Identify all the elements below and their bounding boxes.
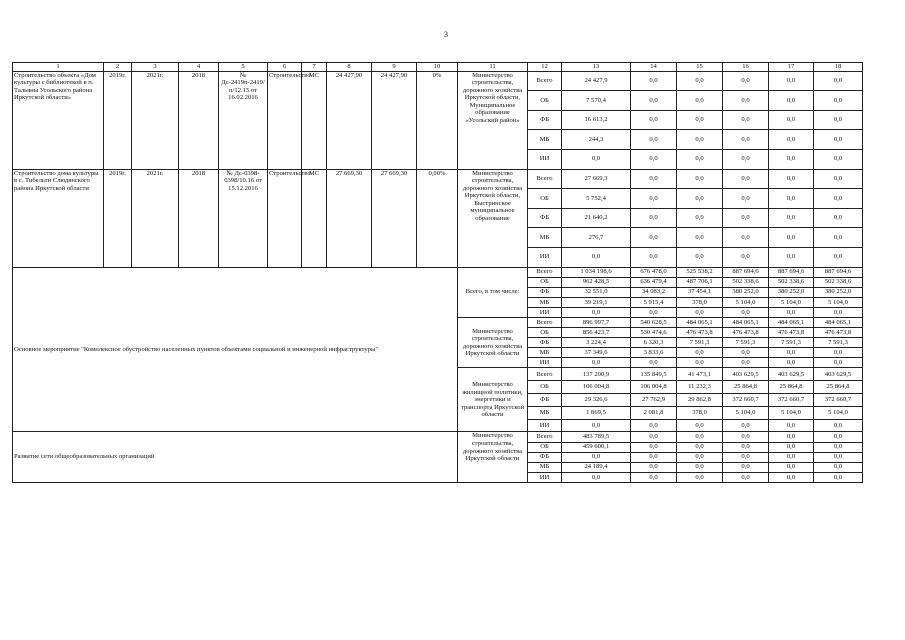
value-cell: 0,0	[631, 432, 677, 442]
source-label: ОБ	[528, 442, 562, 452]
value-cell: 5 104,0	[723, 297, 769, 307]
value-cell: 0,0	[769, 247, 814, 267]
value-cell: 0,0	[769, 189, 814, 209]
work-type: Строительство	[268, 71, 302, 169]
value-cell: 27 762,9	[631, 394, 677, 407]
value-cell: 0,0	[769, 208, 814, 228]
value-cell: 29 862,8	[677, 394, 723, 407]
value-cell: 0,0	[631, 358, 677, 368]
source-label: Всего	[528, 267, 562, 277]
source-label: ОБ	[528, 328, 562, 338]
value-cell: 0,0	[677, 432, 723, 442]
source-label: Всего	[528, 317, 562, 327]
value-cell: 0,0	[677, 462, 723, 472]
value-cell: 0,0	[769, 228, 814, 248]
value-cell: 0,0	[631, 307, 677, 317]
value-cell: 476 473,8	[677, 328, 723, 338]
value-cell: 0,0	[677, 442, 723, 452]
value-cell: 487 706,1	[677, 277, 723, 287]
value-cell: 39 219,1	[562, 297, 631, 307]
value-cell: 7 570,4	[562, 91, 631, 111]
remaining-cost: 27 669,30	[372, 169, 417, 267]
header-row	[13, 63, 863, 72]
table-row	[13, 432, 863, 442]
value-cell: 502 338,6	[814, 277, 863, 287]
column-number-header: 18	[814, 63, 863, 72]
source-label: Всего	[528, 432, 562, 442]
program-table	[12, 62, 863, 483]
object-date: 2019г.	[104, 71, 132, 169]
value-cell: 0,0	[769, 130, 814, 150]
total-label: Всего, в том числе:	[458, 267, 528, 317]
value-cell: 0,0	[814, 91, 863, 111]
value-cell: 0,0	[769, 462, 814, 472]
column-number-header: 6	[268, 63, 302, 72]
value-cell: 0,0	[723, 130, 769, 150]
value-cell: 5 104,0	[769, 406, 814, 419]
value-cell: 25 864,8	[814, 381, 863, 394]
value-cell: 0,0	[562, 452, 631, 462]
value-cell: 2 081,8	[631, 406, 677, 419]
expertise-doc: № Дс-2419п-2419/п/12.15 от 16.02.2016	[219, 71, 268, 169]
value-cell: 403 629,5	[814, 368, 863, 381]
value-cell: 244,3	[562, 130, 631, 150]
value-cell: 378,0	[677, 406, 723, 419]
value-cell: 0,0	[723, 348, 769, 358]
column-number-header: 5	[219, 63, 268, 72]
value-cell: 32 551,0	[562, 287, 631, 297]
value-cell: 0,0	[769, 452, 814, 462]
source-label: ФБ	[528, 394, 562, 407]
value-cell: 34 083,2	[631, 287, 677, 297]
value-cell: 0,0	[723, 472, 769, 482]
value-cell: 0,0	[631, 419, 677, 432]
value-cell: 0,0	[631, 91, 677, 111]
event-name: Развитие сети общеобразовательных организаций	[13, 432, 458, 482]
value-cell: 0,0	[723, 228, 769, 248]
value-cell: 24 189,4	[562, 462, 631, 472]
value-cell: 0,0	[677, 189, 723, 209]
value-cell: 0,0	[769, 348, 814, 358]
value-cell: 0,0	[769, 442, 814, 452]
column-number-header: 9	[372, 63, 417, 72]
value-cell: 5 104,0	[814, 297, 863, 307]
value-cell: 5 104,0	[723, 406, 769, 419]
value-cell: 276,7	[562, 228, 631, 248]
source-label: ФБ	[528, 452, 562, 462]
main-event-name: Основное мероприятие "Комплексное обустройство населенных пунктов объектами социальной и инженерной инфраструктуры"	[13, 267, 458, 432]
value-cell: 0,0	[723, 432, 769, 442]
value-cell: 0,0	[677, 472, 723, 482]
value-cell: 0,0	[677, 149, 723, 169]
value-cell: 0,0	[562, 419, 631, 432]
readiness-percent: 0,00%	[417, 169, 458, 267]
column-number-header: 12	[528, 63, 562, 72]
value-cell: 0,0	[677, 91, 723, 111]
value-cell: 0,0	[769, 419, 814, 432]
readiness-percent: 0%	[417, 71, 458, 169]
value-cell: 0,0	[814, 71, 863, 91]
value-cell: 0,0	[814, 208, 863, 228]
value-cell: 0,0	[723, 442, 769, 452]
value-cell: 0,0	[814, 472, 863, 482]
value-cell: 0,0	[723, 189, 769, 209]
source-label: ФБ	[528, 208, 562, 228]
value-cell: 887 694,6	[769, 267, 814, 277]
value-cell: 0,0	[677, 358, 723, 368]
remaining-cost: 24 427,90	[372, 71, 417, 169]
value-cell: 106 004,8	[562, 381, 631, 394]
value-cell: 476 473,8	[814, 328, 863, 338]
value-cell: 372 660,7	[723, 394, 769, 407]
value-cell: 0,0	[814, 149, 863, 169]
responsible-executor: Министерство строительства, дорожного хозяйства Иркутской области	[458, 317, 528, 367]
value-cell: 0,0	[814, 130, 863, 150]
object-date: 2019г.	[104, 169, 132, 267]
value-cell: 0,0	[631, 71, 677, 91]
value-cell: 0,0	[723, 247, 769, 267]
value-cell: 0,0	[631, 208, 677, 228]
value-cell: 0,0	[677, 169, 723, 189]
value-cell: 0,0	[814, 307, 863, 317]
value-cell: 5 104,0	[769, 297, 814, 307]
value-cell: 0,0	[769, 71, 814, 91]
value-cell: 0,0	[631, 189, 677, 209]
value-cell: 0,0	[677, 208, 723, 228]
value-cell: 29 326,6	[562, 394, 631, 407]
value-cell: 0,0	[814, 452, 863, 462]
value-cell: 0,0	[723, 358, 769, 368]
value-cell: 0,0	[677, 110, 723, 130]
value-cell: 0,0	[814, 432, 863, 442]
value-cell: 896 997,7	[562, 317, 631, 327]
source-label: ОБ	[528, 381, 562, 394]
object-date: 2018	[179, 71, 219, 169]
value-cell: 21 640,2	[562, 208, 631, 228]
value-cell: 380 252,0	[723, 287, 769, 297]
object-date: 2021г.	[132, 71, 179, 169]
value-cell: 0,0	[814, 169, 863, 189]
column-number-header: 7	[302, 63, 327, 72]
work-type: Строительство	[268, 169, 302, 267]
value-cell: 3 224,4	[562, 338, 631, 348]
value-cell: 0,0	[769, 110, 814, 130]
column-number-header: 17	[769, 63, 814, 72]
column-number-header: 16	[723, 63, 769, 72]
unit: МС	[302, 71, 327, 169]
value-cell: 0,0	[814, 247, 863, 267]
value-cell: 0,0	[677, 307, 723, 317]
value-cell: 0,0	[677, 419, 723, 432]
value-cell: 0,0	[677, 130, 723, 150]
value-cell: 5 915,4	[631, 297, 677, 307]
value-cell: 636 479,4	[631, 277, 677, 287]
column-number-header: 15	[677, 63, 723, 72]
value-cell: 0,0	[631, 247, 677, 267]
column-number-header: 10	[417, 63, 458, 72]
value-cell: 484 065,1	[814, 317, 863, 327]
estimated-cost: 24 427,90	[327, 71, 372, 169]
source-label: ИИ	[528, 358, 562, 368]
value-cell: 24 427,9	[562, 71, 631, 91]
source-label: МБ	[528, 348, 562, 358]
column-number-header: 8	[327, 63, 372, 72]
value-cell: 372 660,7	[769, 394, 814, 407]
value-cell: 0,0	[562, 358, 631, 368]
source-label: ОБ	[528, 189, 562, 209]
source-label: ОБ	[528, 277, 562, 287]
source-label: ФБ	[528, 110, 562, 130]
value-cell: 3 833,6	[631, 348, 677, 358]
value-cell: 5 752,4	[562, 189, 631, 209]
estimated-cost: 27 669,30	[327, 169, 372, 267]
value-cell: 0,0	[631, 452, 677, 462]
value-cell: 0,0	[769, 149, 814, 169]
value-cell: 0,0	[723, 208, 769, 228]
object-name: Строительство объекта «Дом культуры с библиотекой в п. Тальяны Усольского района Иркутской области»	[13, 71, 104, 169]
value-cell: 0,0	[814, 358, 863, 368]
value-cell: 0,0	[631, 472, 677, 482]
value-cell: 380 252,0	[814, 287, 863, 297]
value-cell: 962 428,5	[562, 277, 631, 287]
value-cell: 0,0	[677, 228, 723, 248]
value-cell: 403 629,5	[723, 368, 769, 381]
source-label: ИИ	[528, 149, 562, 169]
value-cell: 5 104,0	[814, 406, 863, 419]
value-cell: 378,0	[677, 297, 723, 307]
value-cell: 0,0	[677, 452, 723, 462]
value-cell: 525 538,2	[677, 267, 723, 277]
value-cell: 37 454,1	[677, 287, 723, 297]
column-number-header: 14	[631, 63, 677, 72]
value-cell: 0,0	[723, 419, 769, 432]
value-cell: 0,0	[723, 169, 769, 189]
value-cell: 502 338,6	[769, 277, 814, 287]
value-cell: 0,0	[631, 462, 677, 472]
value-cell: 7 591,3	[814, 338, 863, 348]
source-label: ИИ	[528, 247, 562, 267]
value-cell: 0,0	[562, 307, 631, 317]
value-cell: 0,0	[677, 247, 723, 267]
source-label: ИИ	[528, 307, 562, 317]
value-cell: 484 065,1	[723, 317, 769, 327]
column-number-header: 2	[104, 63, 132, 72]
value-cell: 0,0	[814, 348, 863, 358]
value-cell: 0,0	[769, 307, 814, 317]
value-cell: 0,0	[677, 348, 723, 358]
source-label: Всего	[528, 71, 562, 91]
value-cell: 0,0	[723, 149, 769, 169]
value-cell: 106 004,8	[631, 381, 677, 394]
value-cell: 484 065,1	[677, 317, 723, 327]
value-cell: 676 478,0	[631, 267, 677, 277]
value-cell: 25 864,8	[723, 381, 769, 394]
value-cell: 0,0	[723, 452, 769, 462]
value-cell: 0,0	[723, 110, 769, 130]
responsible-executor: Министерство жилищной политики, энергетики и транспорта Иркутской области	[458, 368, 528, 432]
column-number-header: 3	[132, 63, 179, 72]
unit: МС	[302, 169, 327, 267]
value-cell: 0,0	[814, 419, 863, 432]
value-cell: 0,0	[631, 442, 677, 452]
value-cell: 0,0	[723, 307, 769, 317]
value-cell: 7 591,3	[723, 338, 769, 348]
table-row	[13, 169, 863, 189]
value-cell: 1 869,5	[562, 406, 631, 419]
value-cell: 380 252,0	[769, 287, 814, 297]
value-cell: 887 694,6	[723, 267, 769, 277]
value-cell: 0,0	[677, 71, 723, 91]
source-label: ИИ	[528, 419, 562, 432]
value-cell: 0,0	[814, 228, 863, 248]
responsible-executor: Министерство строительства, дорожного хозяйства Иркутской области, Муниципальное образование «Усольский район»	[458, 71, 528, 169]
responsible-executor: Министерство строительства, дорожного хозяйства Иркутской области	[458, 432, 528, 482]
value-cell: 7 591,3	[769, 338, 814, 348]
value-cell: 0,0	[562, 472, 631, 482]
value-cell: 16 613,2	[562, 110, 631, 130]
source-label: ФБ	[528, 338, 562, 348]
value-cell: 484 065,1	[769, 317, 814, 327]
value-cell: 6 320,3	[631, 338, 677, 348]
value-cell: 0,0	[814, 442, 863, 452]
value-cell: 476 473,8	[769, 328, 814, 338]
value-cell: 483 789,5	[562, 432, 631, 442]
source-label: МБ	[528, 228, 562, 248]
value-cell: 540 628,5	[631, 317, 677, 327]
value-cell: 459 600,1	[562, 442, 631, 452]
page-number: 3	[444, 30, 448, 39]
column-number-header: 1	[13, 63, 104, 72]
object-date: 2021г.	[132, 169, 179, 267]
source-label: ФБ	[528, 287, 562, 297]
value-cell: 887 694,6	[814, 267, 863, 277]
value-cell: 0,0	[723, 71, 769, 91]
responsible-executor: Министерство строительства, дорожного хозяйства Иркутской области, Быстринское муниципальное образование	[458, 169, 528, 267]
value-cell: 530 474,6	[631, 328, 677, 338]
source-label: МБ	[528, 406, 562, 419]
value-cell: 476 473,8	[723, 328, 769, 338]
value-cell: 27 669,3	[562, 169, 631, 189]
value-cell: 372 660,7	[814, 394, 863, 407]
source-label: ОБ	[528, 91, 562, 111]
value-cell: 25 864,8	[769, 381, 814, 394]
value-cell: 37 349,6	[562, 348, 631, 358]
value-cell: 41 473,1	[677, 368, 723, 381]
value-cell: 0,0	[769, 432, 814, 442]
value-cell: 0,0	[562, 247, 631, 267]
value-cell: 0,0	[631, 149, 677, 169]
value-cell: 0,0	[723, 91, 769, 111]
source-label: Всего	[528, 368, 562, 381]
value-cell: 0,0	[814, 462, 863, 472]
value-cell: 11 232,3	[677, 381, 723, 394]
value-cell: 0,0	[631, 130, 677, 150]
value-cell: 7 591,3	[677, 338, 723, 348]
value-cell: 0,0	[562, 149, 631, 169]
value-cell: 137 200,9	[562, 368, 631, 381]
column-number-header: 4	[179, 63, 219, 72]
value-cell: 0,0	[631, 169, 677, 189]
object-date: 2018	[179, 169, 219, 267]
source-label: ИИ	[528, 472, 562, 482]
value-cell: 856 423,7	[562, 328, 631, 338]
value-cell: 135 849,5	[631, 368, 677, 381]
value-cell: 0,0	[631, 228, 677, 248]
value-cell: 0,0	[814, 189, 863, 209]
value-cell: 403 629,5	[769, 368, 814, 381]
column-number-header: 13	[562, 63, 631, 72]
value-cell: 502 338,6	[723, 277, 769, 287]
value-cell: 0,0	[814, 110, 863, 130]
value-cell: 0,0	[769, 358, 814, 368]
value-cell: 1 034 198,6	[562, 267, 631, 277]
expertise-doc: № Дс-0398-0398/10.16 от 15.12.2016	[219, 169, 268, 267]
source-label: МБ	[528, 130, 562, 150]
value-cell: 0,0	[631, 110, 677, 130]
source-label: МБ	[528, 297, 562, 307]
column-number-header: 11	[458, 63, 528, 72]
value-cell: 0,0	[769, 472, 814, 482]
table-row	[13, 71, 863, 91]
value-cell: 0,0	[769, 91, 814, 111]
value-cell: 0,0	[723, 462, 769, 472]
source-label: МБ	[528, 462, 562, 472]
value-cell: 0,0	[769, 169, 814, 189]
source-label: Всего	[528, 169, 562, 189]
table-row	[13, 267, 863, 277]
object-name: Строительство дома культуры в с. Тибельти Слюдянского района Иркутской области	[13, 169, 104, 267]
